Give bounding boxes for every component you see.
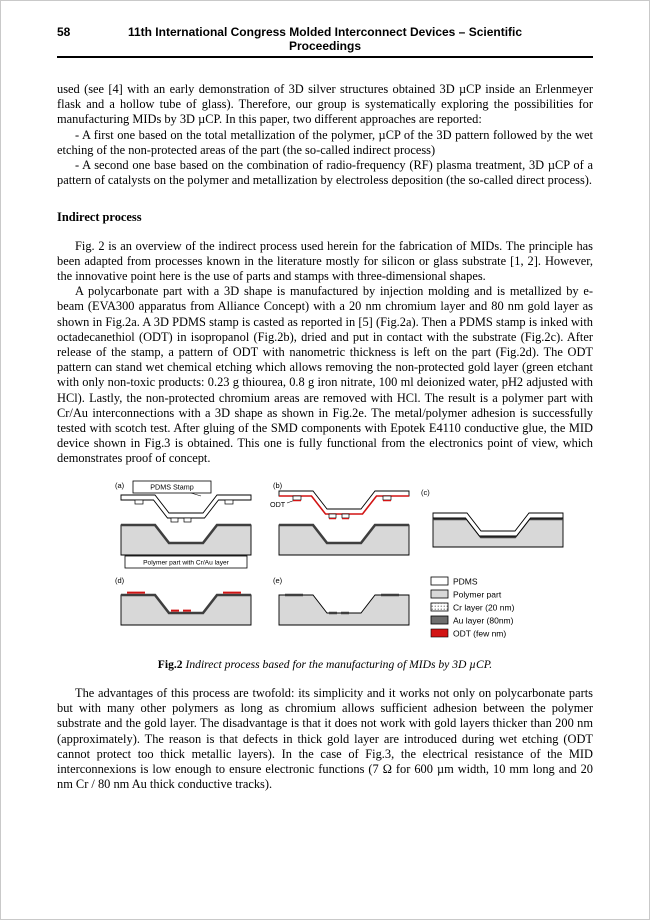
panel-c-label: (c) <box>421 487 430 497</box>
figure-2 <box>57 479 593 672</box>
pdms-stamp-shape <box>279 491 409 514</box>
section-heading-indirect-process: Indirect process <box>57 210 142 225</box>
stamp-foot <box>293 496 301 500</box>
legend-swatch-polymer <box>431 590 448 598</box>
stamp-foot <box>225 500 233 504</box>
body-paragraph-3: A polycarbonate part with a 3D shape is manufactured by injection molding and is metallized by e-beam (EVA300 apparatus from Alliance Concept) with a 20 nm chromium layer and 80 nm gold layer as shown in Fig.2a. A 3D PDMS stamp is casted as reported in [5] (Fig.2a). Then a PDMS stamp is inked with octadecanethiol (ODT) in isopropanol (Fig.2b), dried and put in contact with the substrate (Fig.2c). After release of the stamp, a pattern of ODT with nanometric thickness is left on the part (Fig.2d). The ODT pattern can stand wet chemical etching which allows removing the non-protected gold layer (green etchant with only non-toxic products: 0.23 g thiourea, 0.8 g iron nitrate, 100 ml deionized water, pH2 adjusted with HCl). Lastly, the non-protected chromium areas are removed with HCl. The result is a polymer part with Cr/Au interconnections with a 3D shape as shown in Fig.2e. The metal/polymer adhesion is successfully tested with scotch test. After gluing of the SMD components with Epotek E4110 conductive glue, the MID device shown in Fig.3 is obtained. This one is fully functional from the electronics point of view, which demonstrates proof of concept. <box>57 284 593 466</box>
figure-2-diagram <box>113 479 575 645</box>
figure-legend <box>431 576 515 638</box>
polymer-part-shape <box>279 525 409 555</box>
legend-swatch-cr <box>431 603 448 611</box>
legend-swatch-pdms <box>431 577 448 585</box>
panel-e-label: (e) <box>273 575 283 585</box>
stamp-foot <box>135 500 143 504</box>
body-bullet-2: - A second one base based on the combination of radio-frequency (RF) plasma treatment, 3D µCP of a pattern of catalysts on the polymer and metallization by electroless deposition (the so-called direct process). <box>57 158 593 188</box>
polymer-part-shape <box>279 595 409 625</box>
stamp-foot <box>342 514 349 518</box>
odt-label: ODT <box>270 499 286 509</box>
page-header <box>57 25 593 58</box>
stamp-foot <box>329 514 336 518</box>
panel-a <box>115 481 251 568</box>
pdms-stamp-leader-line <box>191 493 201 496</box>
body-paragraph-2: Fig. 2 is an overview of the indirect process used herein for the fabrication of MIDs. The principle has been adapted from processes known in the literature mostly for silicon or glass substrate [1, 2]. However, the innovative point here is the use of parts and stamps with three-dimensional shapes. <box>57 238 593 284</box>
journal-title-line1: 11th International Congress Molded Interconnect Devices – Scientific <box>127 25 523 39</box>
stamp-foot <box>383 496 391 500</box>
legend-label-odt: ODT (few nm) <box>453 628 507 639</box>
journal-title-line2: Proceedings <box>288 39 362 53</box>
body-paragraph-4: The advantages of this process are twofold: its simplicity and it works not only on polycarbonate parts but with many other polymers as long as chromium allows sufficient adhesion between the polymer substrate and the gold layer. The disadvantage is that it does not work with gold layers thicker than 200 nm (approximately). The reason is that defects in thick gold layer are introduced during wet etching (ODT cannot protect too thick metallic layers). In the case of Fig.3, the electrical resistance of the MID interconnexions is low enough to ensure electronic functions (7 Ω for 600 µm width, 10 mm long and 20 nm Cr / 80 nm Au thick conductive tracks). <box>57 686 593 792</box>
page-number: 58 <box>57 25 71 39</box>
pdms-stamp-label: PDMS Stamp <box>150 482 194 492</box>
body-bullet-1: - A first one based on the total metallization of the polymer, µCP of the 3D pattern followed by the wet etching of the non-protected areas of the part (the so-called indirect process) <box>57 127 593 157</box>
stamp-foot <box>171 518 178 522</box>
polymer-part-label: Polymer part with Cr/Au layer <box>143 559 229 567</box>
legend-swatch-au <box>431 616 448 624</box>
panel-b-label: (b) <box>273 480 283 490</box>
body-paragraph-1: used (see [4] with an early demonstration of 3D silver structures obtained 3D µCP inside an Erlenmeyer flask and a hollow tube of glass). Therefore, our group is systematically exploring the possibilities for manufacturing MIDs by 3D µCP. In this paper, two different approaches are reported: <box>57 82 593 127</box>
panel-d-label: (d) <box>115 575 125 585</box>
legend-label-polymer: Polymer part <box>453 589 502 600</box>
figure-2-caption <box>57 657 593 672</box>
panel-d <box>115 576 251 625</box>
page-body <box>57 82 593 793</box>
panel-e <box>273 576 409 625</box>
figure-2-caption-text: Indirect process based for the manufacturing of MIDs by 3D µCP. <box>182 657 493 671</box>
figure-2-caption-label: Fig.2 <box>157 657 183 671</box>
polymer-part-shape <box>121 525 251 555</box>
legend-label-cr: Cr layer (20 nm) <box>453 602 515 613</box>
legend-label-au: Au layer (80nm) <box>453 615 514 626</box>
panel-b <box>270 481 409 555</box>
legend-label-pdms: PDMS <box>453 576 478 587</box>
panel-c <box>421 488 563 547</box>
panel-a-label: (a) <box>115 480 125 490</box>
legend-swatch-odt <box>431 629 448 637</box>
stamp-foot <box>184 518 191 522</box>
pdms-stamp-shape <box>121 495 251 518</box>
